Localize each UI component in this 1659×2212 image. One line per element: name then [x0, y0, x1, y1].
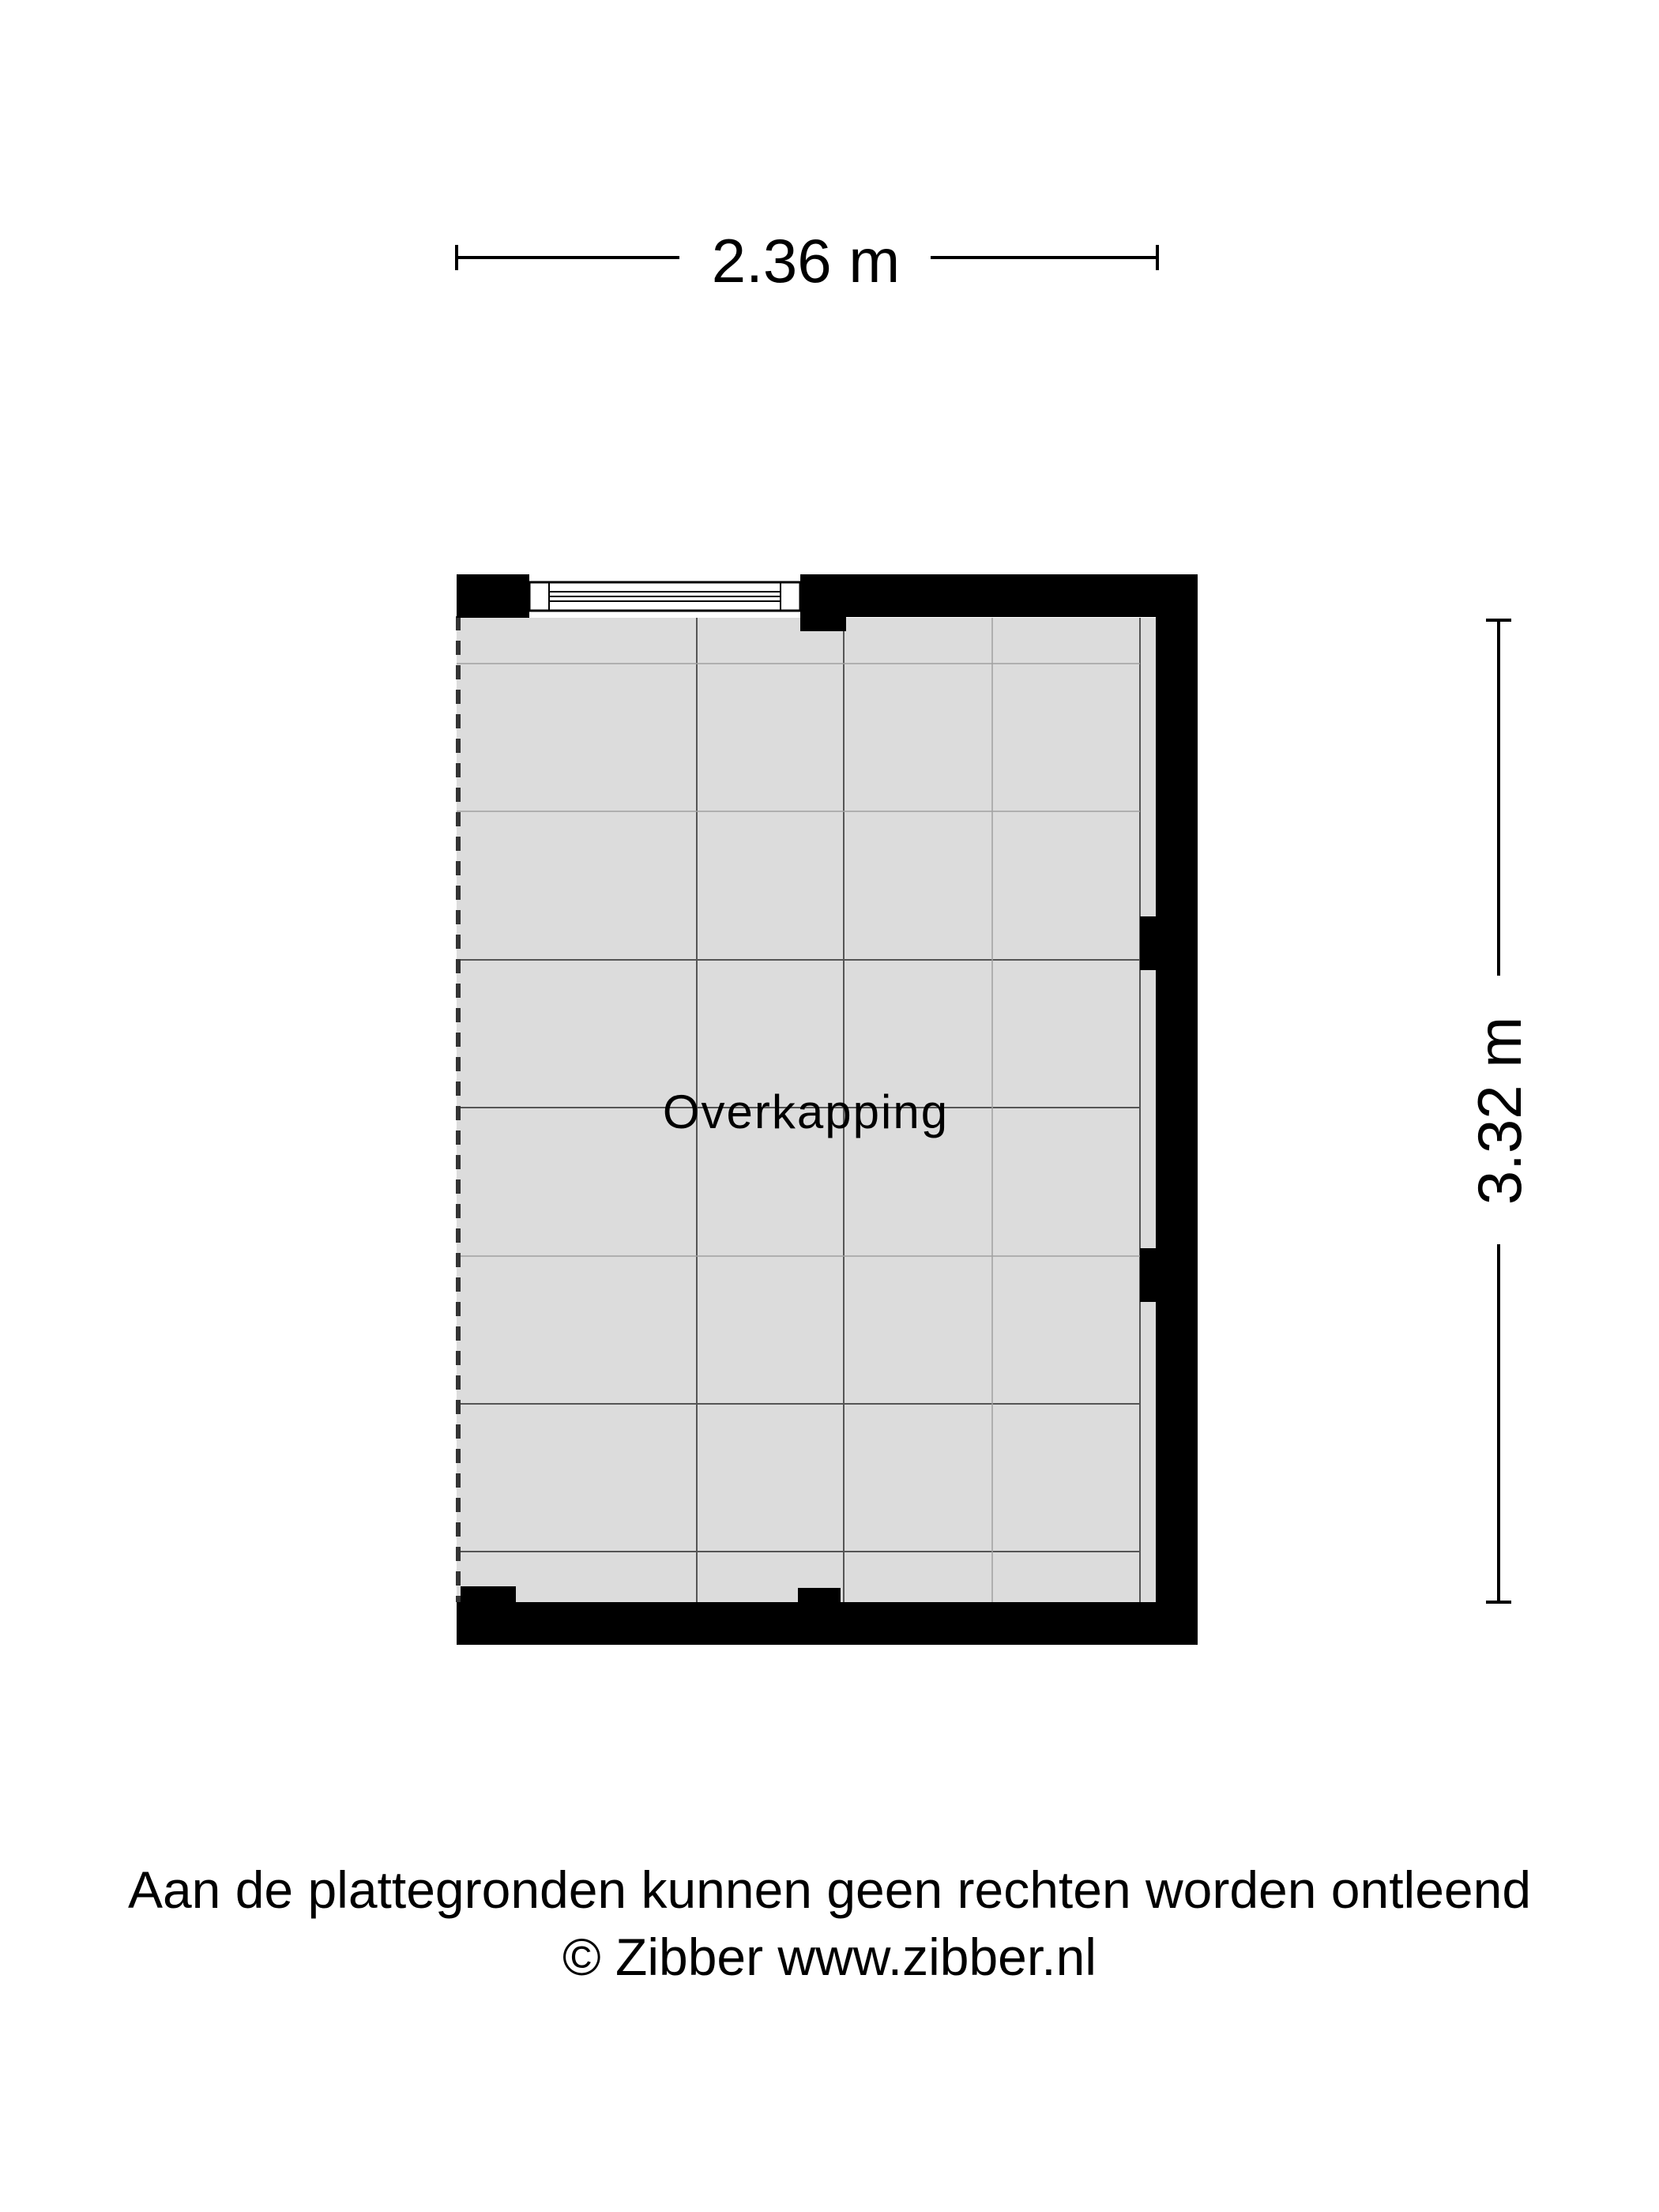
right-wall-nub-upper: [1140, 916, 1157, 970]
top-wall: [800, 574, 1198, 617]
top-left-pillar: [457, 574, 529, 618]
disclaimer-text: Aan de plattegronden kunnen geen rechten worden ontleend: [127, 1860, 1532, 1919]
width-dimension: [457, 226, 1157, 295]
bottom-wall: [457, 1602, 1198, 1645]
bottom-middle-nub: [798, 1588, 841, 1604]
right-wall: [1156, 574, 1198, 1645]
bottom-left-nub: [461, 1586, 516, 1604]
copyright-text: © Zibber www.zibber.nl: [562, 1928, 1097, 1986]
window: [529, 582, 800, 611]
height-dimension: [1465, 620, 1534, 1602]
right-wall-nub-lower: [1140, 1248, 1157, 1302]
top-wall-nub: [800, 617, 846, 631]
width-dimension-label: 2.36 m: [711, 226, 901, 295]
height-dimension-label: 3.32 m: [1465, 1016, 1534, 1206]
room-label: Overkapping: [662, 1085, 950, 1138]
